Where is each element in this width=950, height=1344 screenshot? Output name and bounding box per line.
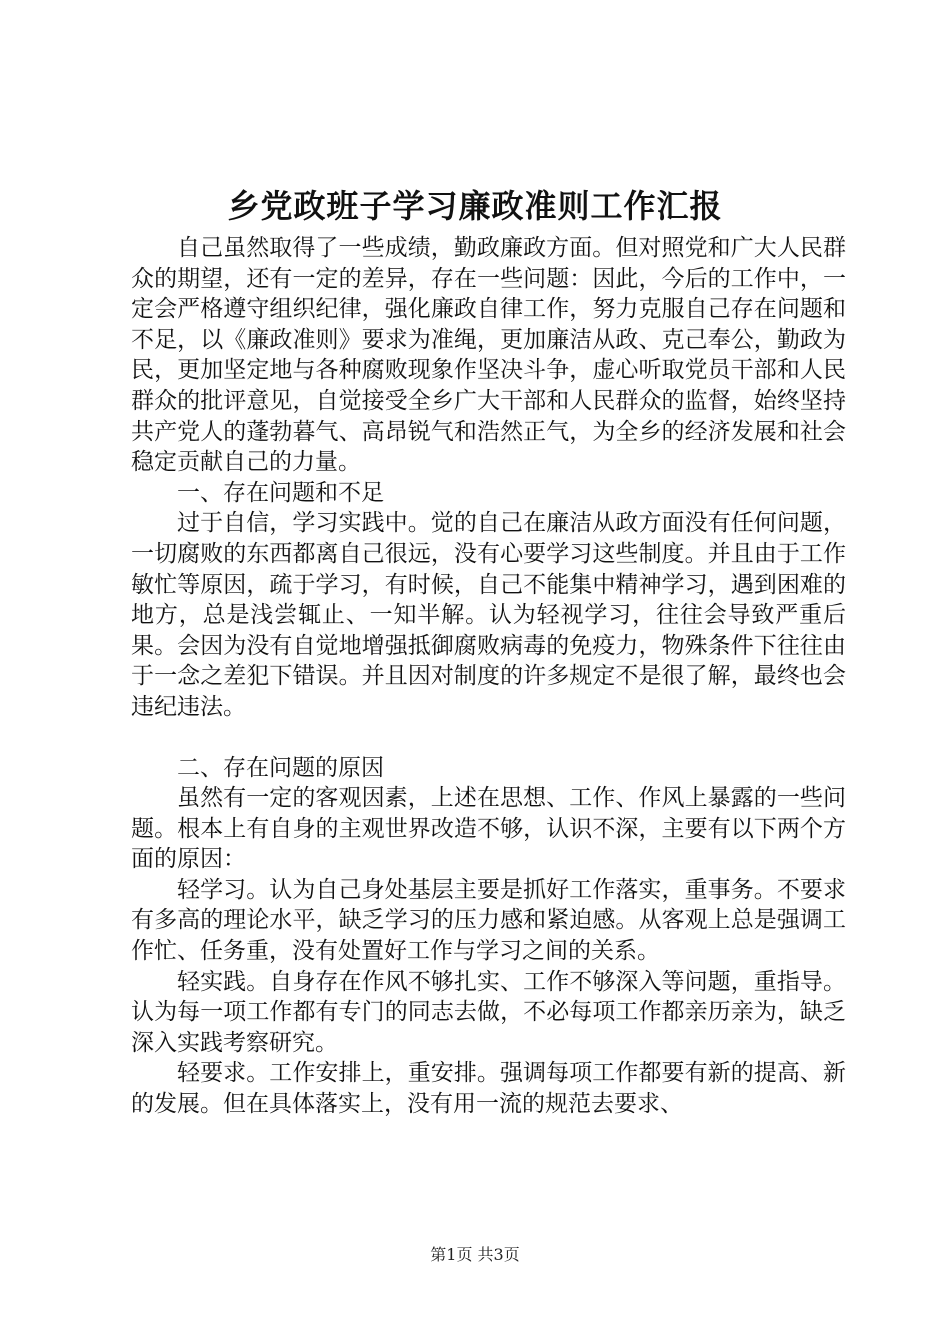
paragraph-light-requirements: 轻要求。工作安排上，重安排。强调每项工作都要有新的提高、新的发展。但在具体落实上，没有用一流的规范去要求、 bbox=[131, 1060, 846, 1118]
paragraph-spacer bbox=[131, 723, 846, 753]
paragraph-light-study: 轻学习。认为自己身处基层主要是抓好工作落实，重事务。不要求有多高的理论水平，缺乏学习的压力感和紧迫感。从客观上总是强调工作忙、任务重，没有处置好工作与学习之间的关系。 bbox=[131, 876, 846, 965]
paragraph-intro: 自己虽然取得了一些成绩，勤政廉政方面。但对照党和广大人民群众的期望，还有一定的差异，存在一些问题：因此，今后的工作中，一定会严格遵守组织纪律，强化廉政自律工作，努力克服自己存在问题和不足，以《廉政准则》要求为准绳，更加廉洁从政、克己奉公，勤政为民，更加坚定地与各种腐败现象作坚决斗争，虚心听取党员干部和人民群众的批评意见，自觉接受全乡广大干部和人民群众的监督，始终坚持共产党人的蓬勃暮气、高昂锐气和浩然正气，为全乡的经济发展和社会稳定贡献自己的力量。 bbox=[131, 235, 846, 476]
document-title: 乡党政班子学习廉政准则工作汇报 bbox=[227, 187, 723, 225]
paragraph-problems: 过于自信，学习实践中。觉的自己在廉洁从政方面没有任何问题，一切腐败的东西都离自己很远，没有心要学习这些制度。并且由于工作敏忙等原因，疏于学习，有时候，自己不能集中精神学习，遇到困难的地方，总是浅尝辄止、一知半解。认为轻视学习，往往会导致严重后果。会因为没有自觉地增强抵御腐败病毒的免疫力，物殊条件下往往由于一念之差犯下错误。并且因对制度的许多规定不是很了解，最终也会违纪违法。 bbox=[131, 510, 846, 720]
paragraph-causes: 虽然有一定的客观因素，上述在思想、工作、作风上暴露的一些问题。根本上有自身的主观世界改造不够，认识不深，主要有以下两个方面的原因： bbox=[131, 785, 846, 873]
section-heading-problems: 一、存在问题和不足 bbox=[177, 479, 384, 506]
section-heading-causes: 二、存在问题的原因 bbox=[177, 754, 384, 781]
document-body bbox=[131, 233, 846, 1120]
paragraph-light-practice: 轻实践。自身存在作风不够扎实、工作不够深入等问题，重指导。认为每一项工作都有专门的同志去做，不必每项工作都亲历亲为，缺乏深入实践考察研究。 bbox=[131, 968, 846, 1056]
page-number-footer: 第1页 共3页 bbox=[430, 1245, 520, 1264]
